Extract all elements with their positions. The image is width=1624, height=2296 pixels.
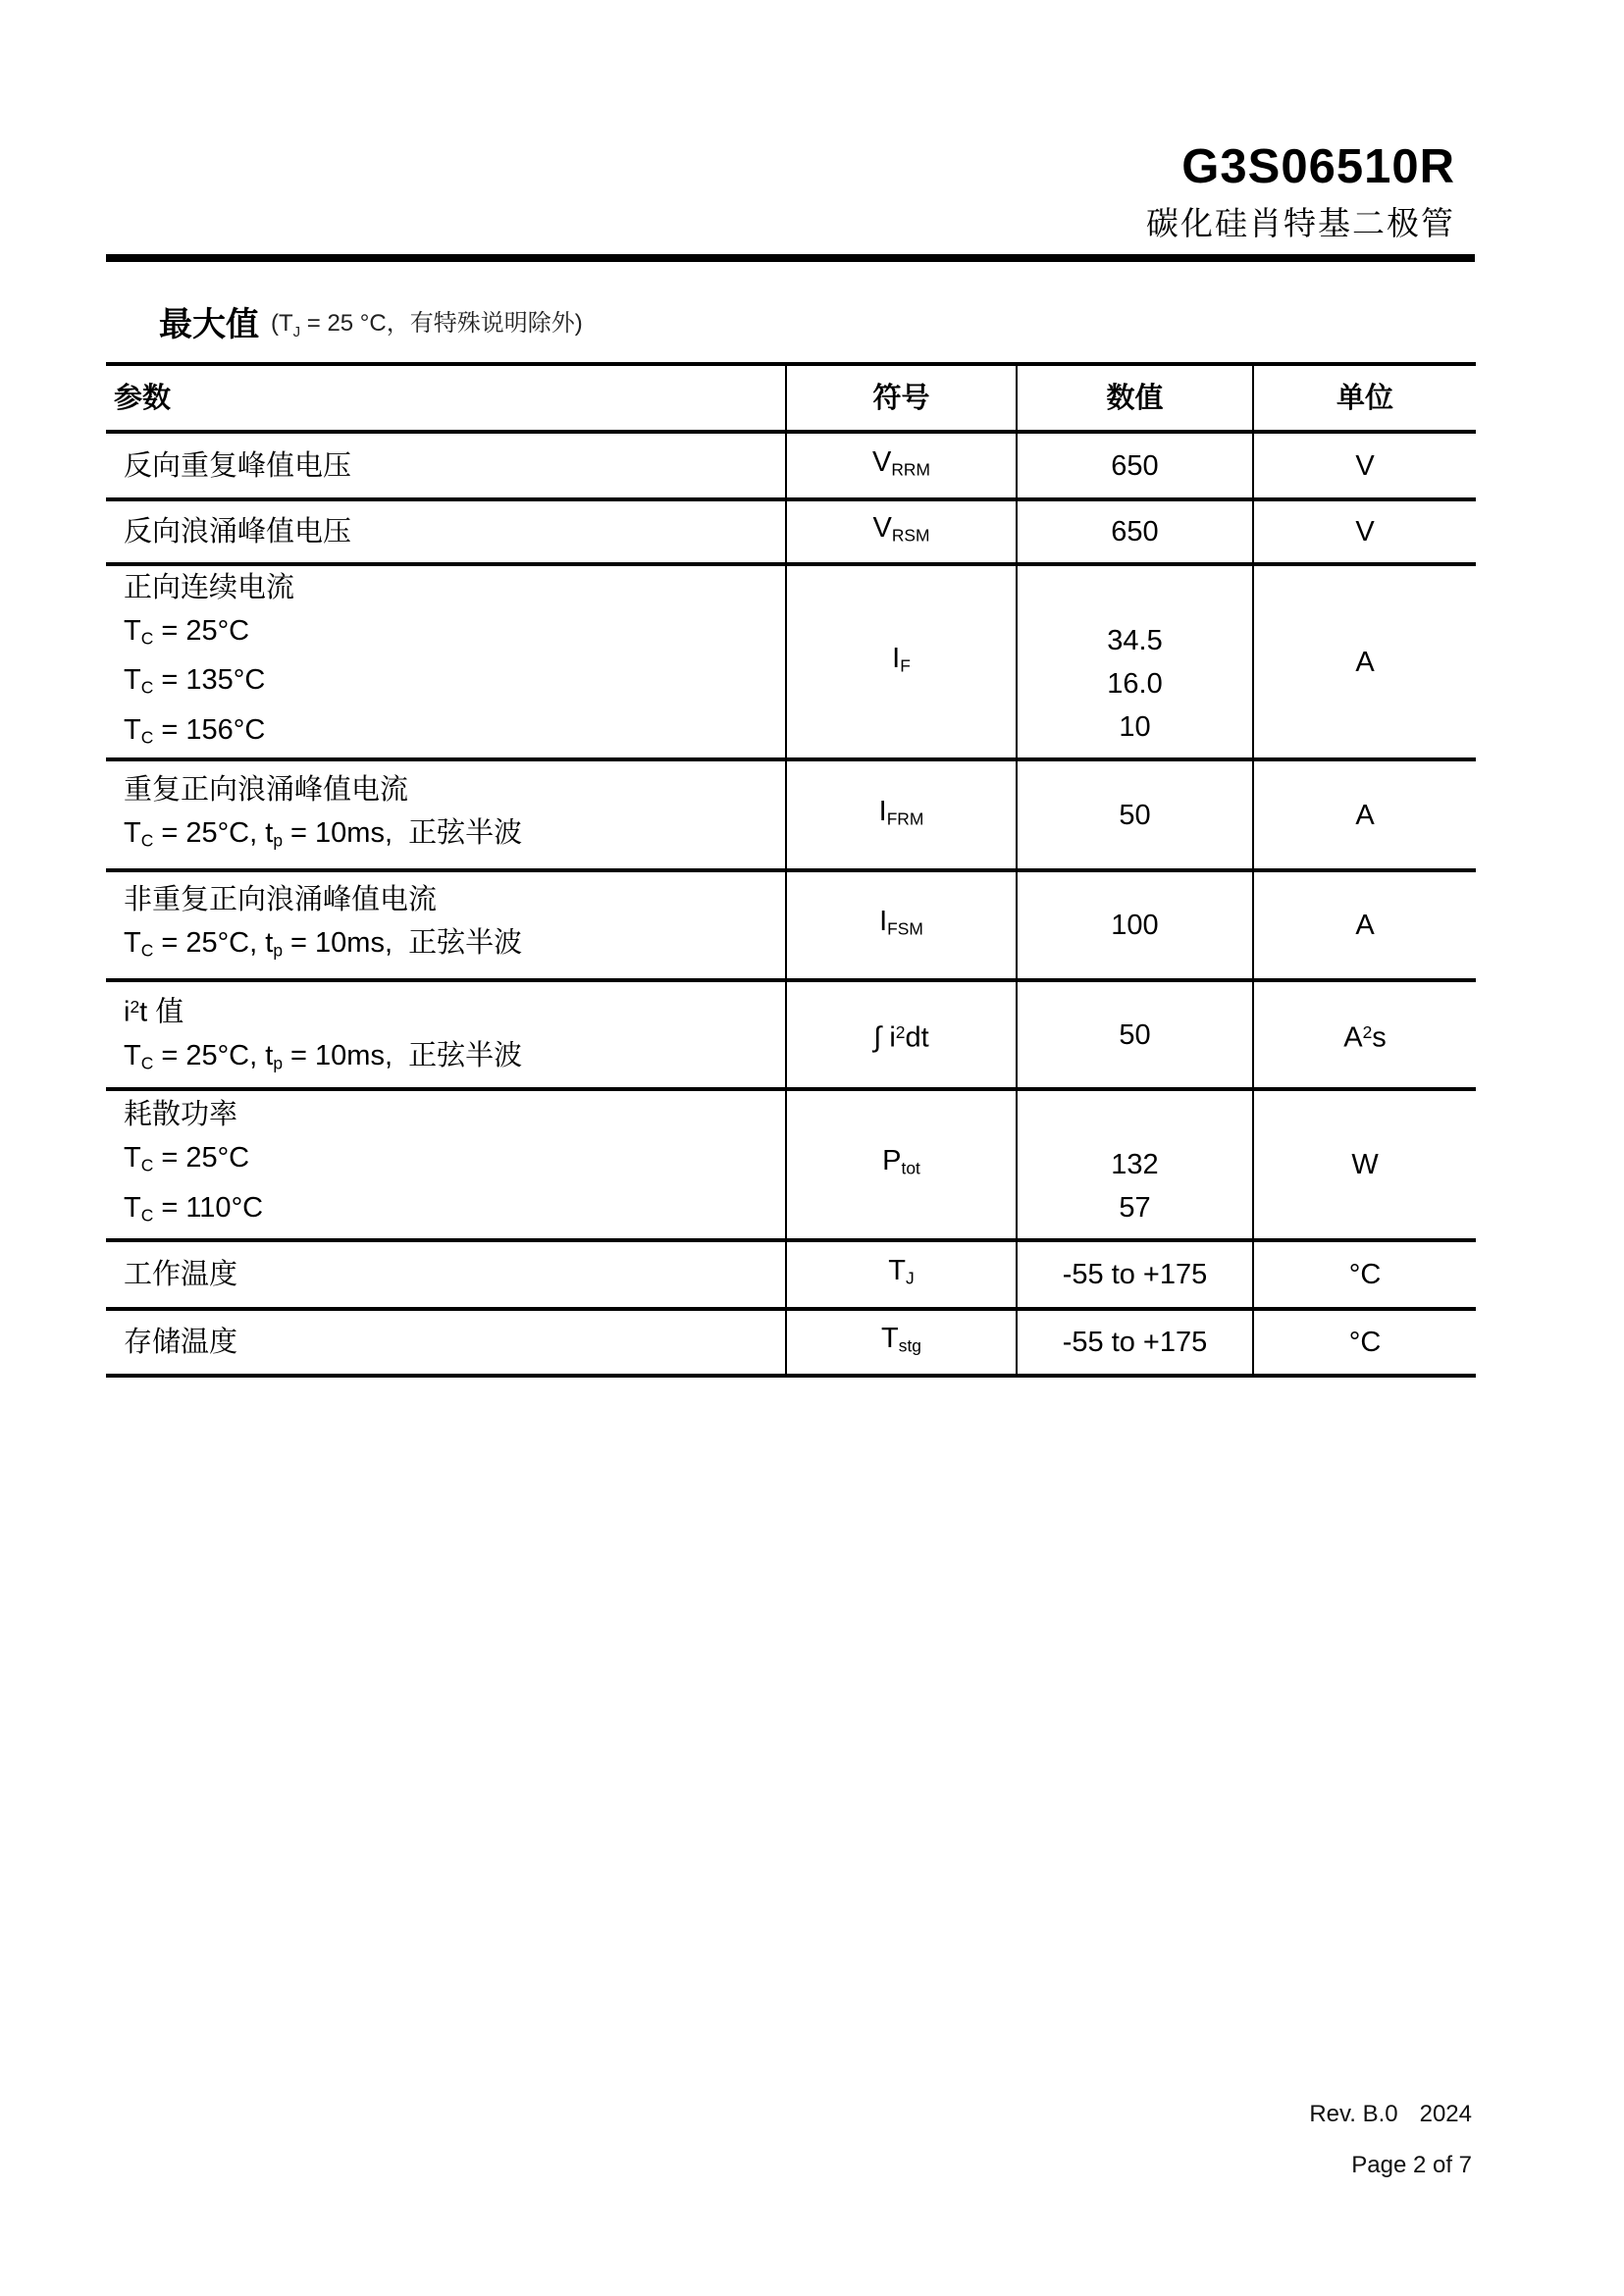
symbol-cell xyxy=(785,761,1016,868)
param-cell xyxy=(106,566,785,757)
part-number: G3S06510R xyxy=(1181,140,1455,193)
table-row xyxy=(106,761,1476,872)
param-cell xyxy=(106,982,785,1087)
doc-header xyxy=(1146,140,1455,241)
unit-cell xyxy=(1252,1242,1476,1307)
cell-line: $T_C = 110^\circ C$ xyxy=(124,1192,264,1226)
cell-line: A xyxy=(1355,799,1375,831)
symbol-cell xyxy=(785,501,1016,562)
cell-line: 57 xyxy=(1119,1192,1151,1224)
symbol-cell xyxy=(785,566,1016,757)
section-heading xyxy=(159,297,583,345)
cell-line: 反向重复峰值电压 xyxy=(124,449,352,482)
cell-line: -55 to +175 xyxy=(1062,1327,1208,1358)
symbol-cell xyxy=(785,434,1016,497)
cell-line: -55 to +175 xyxy=(1062,1259,1208,1290)
cell-line: $I_{FRM}$ xyxy=(878,795,924,829)
value-cell xyxy=(1016,1091,1252,1238)
param-cell xyxy=(106,872,785,978)
symbol-cell xyxy=(785,872,1016,978)
param-cell xyxy=(106,761,785,868)
cell-line: $T_C = 25^\circ C$, $t_p = 10ms$, 正弦半波 xyxy=(124,927,523,961)
table-row xyxy=(106,1242,1476,1311)
cell-line: $T_C = 25^\circ C$, $t_p = 10ms$, 正弦半波 xyxy=(124,816,523,851)
column-header-label: 符号 xyxy=(872,382,930,414)
column-header xyxy=(1252,366,1476,430)
value-cell xyxy=(1016,1311,1252,1374)
table-header-row xyxy=(106,366,1476,434)
symbol-cell xyxy=(785,1311,1016,1374)
cell-line: A xyxy=(1355,646,1375,678)
cell-line: $V_{RSM}$ xyxy=(872,512,930,546)
column-header-label: 参数 xyxy=(114,382,172,414)
cell-line: 非重复正向浪涌峰值电流 xyxy=(124,884,438,916)
cell-line: 16.0 xyxy=(1107,667,1163,700)
table-row xyxy=(106,872,1476,982)
value-cell xyxy=(1016,566,1252,757)
unit-cell xyxy=(1252,872,1476,978)
value-cell xyxy=(1016,434,1252,497)
unit-cell xyxy=(1252,761,1476,868)
cell-line: 反向浪涌峰值电压 xyxy=(124,516,352,548)
unit-cell xyxy=(1252,1311,1476,1374)
table-row xyxy=(106,566,1476,761)
section-condition: ($T_J = 25$ °C，有特殊说明除外) xyxy=(271,309,583,340)
cell-line: $P_{tot}$ xyxy=(882,1145,920,1178)
symbol-cell xyxy=(785,1091,1016,1238)
cell-line: $I_{FSM}$ xyxy=(879,906,923,939)
table-row xyxy=(106,1091,1476,1242)
ratings-table xyxy=(106,362,1476,1378)
cell-line: A xyxy=(1355,910,1375,941)
param-cell xyxy=(106,1311,785,1374)
unit-cell xyxy=(1252,501,1476,562)
column-header-label: 单位 xyxy=(1336,382,1393,414)
cell-line: 10 xyxy=(1119,710,1151,743)
table-row xyxy=(106,1311,1476,1378)
cell-line: $V_{RRM}$ xyxy=(872,445,930,480)
part-subtitle: 碳化硅肖特基二极管 xyxy=(1146,205,1455,241)
table-row xyxy=(106,982,1476,1091)
symbol-cell xyxy=(785,1242,1016,1307)
cell-line: 34.5 xyxy=(1107,624,1163,656)
cell-line: 重复正向浪涌峰值电流 xyxy=(124,773,409,806)
cell-line: $T_C = 25^\circ C$ xyxy=(124,615,250,649)
column-header xyxy=(785,366,1016,430)
unit-cell xyxy=(1252,1091,1476,1238)
cell-line: $i^2t$ 值 xyxy=(124,996,184,1028)
symbol-cell xyxy=(785,982,1016,1087)
cell-line: 正向连续电流 xyxy=(124,572,295,603)
cell-line: ∫ $i^2dt$ xyxy=(873,1021,929,1054)
value-cell xyxy=(1016,501,1252,562)
unit-cell xyxy=(1252,982,1476,1087)
cell-line: $T_C = 25^\circ C$, $t_p = 10ms$, 正弦半波 xyxy=(124,1039,523,1073)
cell-line: $T_{stg}$ xyxy=(881,1323,921,1356)
table-row xyxy=(106,501,1476,566)
cell-line: $T_C = 156^\circ C$ xyxy=(124,713,266,747)
value-cell xyxy=(1016,982,1252,1087)
footer-revision xyxy=(1309,2101,1472,2128)
cell-line: $T_J$ xyxy=(888,1255,915,1288)
cell-line: 132 xyxy=(1111,1149,1159,1180)
cell-line: $T_C = 25^\circ C$ xyxy=(124,1141,250,1174)
cell-line: 50 xyxy=(1119,1018,1151,1051)
param-cell xyxy=(106,1242,785,1307)
table-row xyxy=(106,434,1476,501)
cell-line: V xyxy=(1355,449,1375,482)
cell-line: 650 xyxy=(1111,516,1159,548)
cell-line: 650 xyxy=(1111,449,1159,482)
cell-line: 100 xyxy=(1111,910,1159,941)
cell-line: 耗散功率 xyxy=(124,1098,238,1130)
cell-line: $T_C = 135^\circ C$ xyxy=(124,664,266,698)
param-cell xyxy=(106,501,785,562)
value-cell xyxy=(1016,1242,1252,1307)
param-cell xyxy=(106,1091,785,1238)
cell-line: $I_F$ xyxy=(892,642,911,676)
cell-line: V xyxy=(1355,516,1375,548)
column-header xyxy=(106,366,785,430)
revision-label: Rev. B.0 xyxy=(1309,2101,1398,2127)
cell-line: °C xyxy=(1348,1259,1382,1290)
cell-line: 存储温度 xyxy=(124,1327,238,1358)
header-rule xyxy=(106,254,1475,262)
section-title: 最大值 xyxy=(159,306,259,343)
revision-year: 2024 xyxy=(1419,2101,1472,2127)
value-cell xyxy=(1016,761,1252,868)
cell-line: °C xyxy=(1348,1327,1382,1358)
value-cell xyxy=(1016,872,1252,978)
column-header xyxy=(1016,366,1252,430)
cell-line: W xyxy=(1351,1149,1379,1180)
cell-line: $A^2s$ xyxy=(1343,1021,1387,1054)
unit-cell xyxy=(1252,434,1476,497)
column-header-label: 数值 xyxy=(1106,382,1164,414)
cell-line: 50 xyxy=(1119,799,1151,831)
footer-page-number: Page 2 of 7 xyxy=(1351,2152,1472,2178)
unit-cell xyxy=(1252,566,1476,757)
cell-line: 工作温度 xyxy=(124,1259,238,1290)
param-cell xyxy=(106,434,785,497)
